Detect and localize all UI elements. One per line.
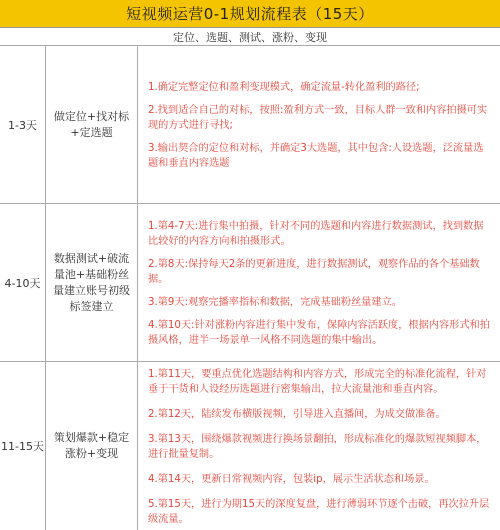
task-list [138,204,500,361]
table-row [0,204,500,362]
task-item: 3.第13天，围绕爆款视频进行换场景翻拍，形成标准化的爆款短视频脚本，进行批量复制。 [148,434,487,460]
content-cell [138,362,500,530]
task-item: 4.第14天，更新日常视频内容，包装ip，展示生活状态和场景。 [148,474,435,485]
content-cell [138,46,500,203]
task-item: 5.第15天，进行为期15天的深度复盘，进行薄弱环节逐个击破，再次拉升层级流量。 [148,499,490,525]
days-cell: 11-15天 [0,362,46,530]
content-cell [138,204,500,361]
task-item: 2.第12天，陆续发布横版视频，引导进入直播间，为成交做准备。 [148,409,446,420]
table-subtitle: 定位、选题、测试、涨粉、变现 [0,28,500,46]
task-item: 1.确定完整定位和盈利变现模式，确定流量-转化盈利的路径; [148,82,420,93]
task-item: 4.第10天:针对涨粉内容进行集中发布，保障内容活跃度，根据内容形式和拍摄风格，进半一场景单一风格不同选题的集中输出。 [148,320,490,346]
table-title: 短视频运营0-1规划流程表（15天） [0,0,500,28]
goal-cell: 做定位+找对标+定选题 [46,46,138,203]
task-item: 3.第9天:观察完播率指标和数据，完成基础粉丝量建立。 [148,297,402,308]
task-item: 2.找到适合自己的对标，按照:盈利方式一致，目标人群一致和内容拍摄可实现的方式进行寻找; [148,105,488,131]
goal-cell: 数据测试+破流量池+基础粉丝量建立账号初级标签建立 [46,204,138,361]
days-cell: 4-10天 [0,204,46,361]
goal-cell: 策划爆款+稳定涨粉+变现 [46,362,138,530]
task-item: 3.输出契合的定位和对标，并确定3大选题，其中包含:人设选题，泛流量选题和垂直内容选题 [148,143,484,169]
task-item: 1.第4-7天:进行集中拍摄，针对不同的选题和内容进行数据测试，找到数据比较好的内容方向和拍摄形式。 [148,221,484,247]
table-row [0,46,500,204]
task-list [138,362,500,530]
task-item: 1.第11天，要重点优化选题结构和内容方式，形成完全的标准化流程，针对垂于干货和人设经历选题进行密集输出，拉大流量池和垂直内容。 [148,369,487,395]
table-row [0,362,500,530]
task-list [138,46,500,203]
task-item: 2.第8天:保持每天2条的更新进度，进行数据测试，观察作品的各个基础数据。 [148,259,480,285]
days-cell: 1-3天 [0,46,46,203]
